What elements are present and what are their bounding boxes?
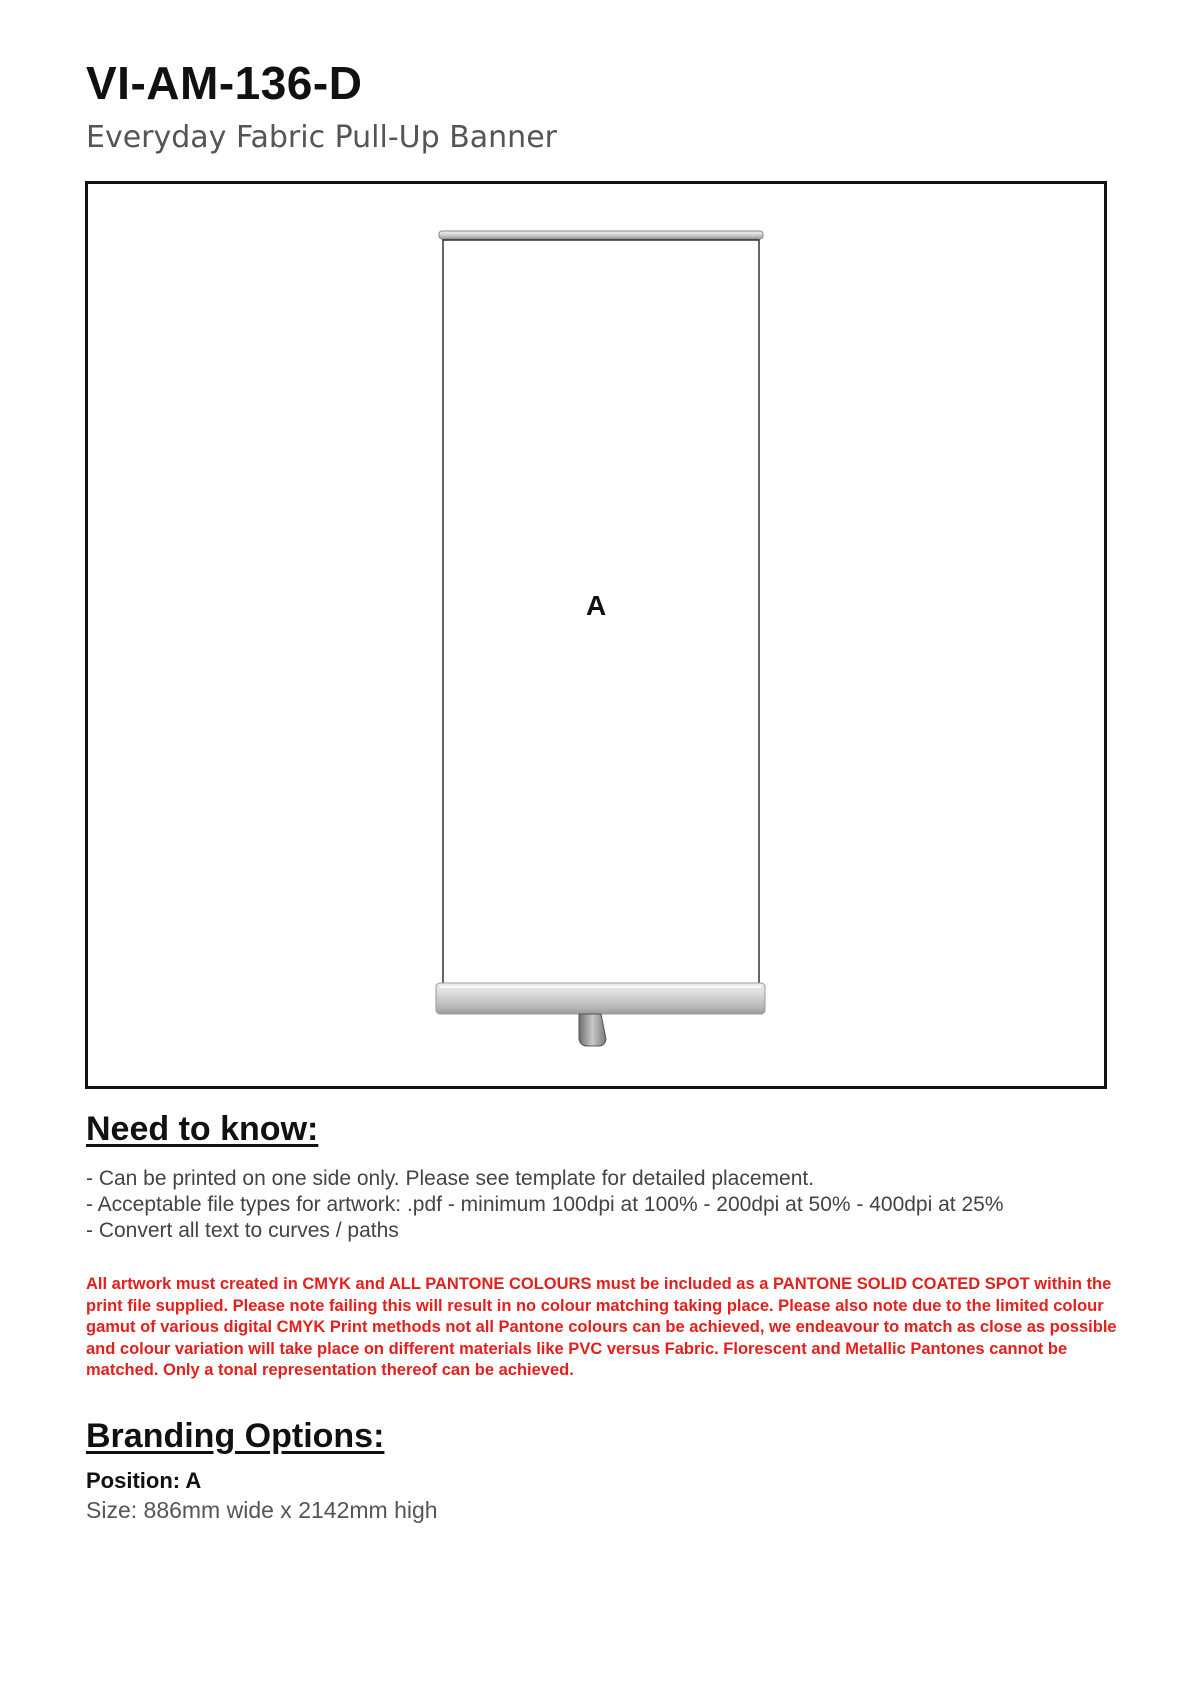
colour-warning-text: All artwork must created in CMYK and ALL PANTONE COLOURS must be included as a PANTONE SOLID COATED SPOT within the print file supplied. Please note failing this will result in no colour matching taking place. Please also note due to the limited colour gamut of various digital CMYK Print methods not all Pantone colours can be achieved, we endeavour to match as close as possible and colour variation will take place on different materials like PVC versus Fabric. Florescent and Metallic Pantones cannot be matched. Only a tonal representation thereof can be achieved. [86,1275,1117,1379]
stand-foot [579,1014,606,1046]
list-item: - Acceptable file types for artwork: .pdf - minimum 100dpi at 100% - 200dpi at 50% - 400dpi at 25% [86,1193,1004,1216]
banner-drawing-frame [85,181,1107,1089]
product-code: VI-AM-136-D [86,57,363,109]
need-to-know-heading: Need to know: [86,1110,319,1148]
need-to-know-list [86,1166,1004,1244]
product-name: Everyday Fabric Pull-Up Banner [86,120,557,155]
list-item: - Can be printed on one side only. Please see template for detailed placement. [86,1167,815,1190]
position-size: Size: 886mm wide x 2142mm high [86,1497,438,1523]
position-title: Position: A [86,1468,202,1493]
top-rail [439,231,763,239]
branding-options-heading: Branding Options: [86,1417,385,1455]
list-item: - Convert all text to curves / paths [86,1219,399,1242]
banner-illustration [88,184,1104,1086]
position-a-marker: A [586,590,607,621]
